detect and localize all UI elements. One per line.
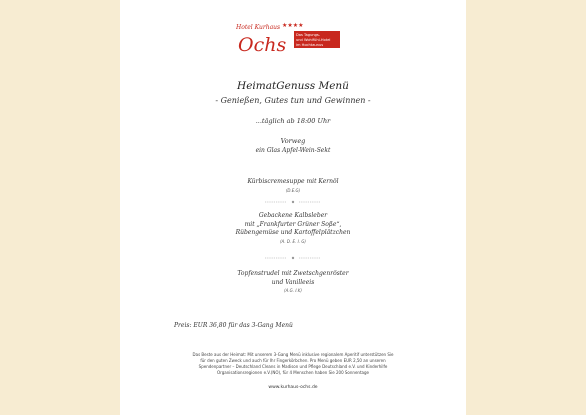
pre-heading: Vorweg bbox=[280, 137, 306, 145]
pre-item: ein Glas Apfel-Wein-Sekt bbox=[255, 147, 331, 154]
course-2 bbox=[120, 212, 466, 246]
footer-text bbox=[120, 352, 466, 376]
logo-graphic bbox=[236, 20, 352, 56]
course-1 bbox=[120, 178, 466, 195]
footer-line-3: Spendenpartner – Deutschland Cleans in Madison und Pflege Deutschland e.V. und Kinderhilfe bbox=[198, 364, 388, 369]
course-3 bbox=[120, 270, 466, 296]
menu-time: ...täglich ab 18:00 Uhr bbox=[255, 117, 331, 125]
logo-stars: ★★★★ bbox=[282, 22, 304, 29]
logo-name: Ochs bbox=[238, 34, 287, 56]
menu-price: Preis: EUR 36,80 für das 3-Gang Menü bbox=[174, 322, 293, 329]
footer-line-1: Das Beste aus der Heimat: Mit unserem 3-Gang Menü inklusive regionalem Aperitif unterstützen Sie bbox=[192, 352, 394, 357]
logo-tagline-2: und Wohlfühl-Hotel bbox=[296, 38, 331, 42]
separator-ornament bbox=[265, 200, 321, 204]
logo-tagline-1: Das Tagungs- bbox=[296, 33, 321, 37]
footer-url: www.kurhaus-ochs.de bbox=[268, 385, 318, 390]
hotel-logo bbox=[236, 20, 352, 56]
logo-tagline-3: im Hochtaunus bbox=[296, 43, 324, 47]
menu-subtitle: - Genießen, Gutes tun und Gewinnen - bbox=[215, 96, 371, 105]
footer-line-4: Organisationsregionen e.V.(NO), für 4 Menschen haben Sie 200 Sonnentage bbox=[217, 370, 369, 375]
menu-page bbox=[120, 0, 466, 415]
menu-title: HeimatGenuss Menü bbox=[237, 80, 349, 92]
course-1-allergens: (D.E.G) bbox=[285, 187, 301, 193]
logo-script-text: Hotel Kurhaus bbox=[236, 24, 281, 31]
course-1-line-1: Kürbiscremesuppe mit Kernöl bbox=[247, 178, 339, 185]
footer-line-2: für den guten Zweck und auch für Ihr Fingerkörbchen. Pro Menü geben EUR 2,50 an unseren bbox=[200, 358, 386, 363]
course-3-allergens: (A.G. I.K) bbox=[284, 288, 302, 293]
course-2-line-2: mit „Frankfurter Grüner Soße“, bbox=[244, 220, 342, 228]
course-3-line-2: und Vanilleeis bbox=[271, 278, 315, 286]
course-2-line-3: Rübengemüse und Kartoffelplätzchen bbox=[235, 229, 351, 236]
course-2-line-1: Gebackene Kalbsleber bbox=[258, 212, 328, 219]
course-2-allergens: (A. D. E. I. G) bbox=[280, 238, 306, 244]
separator-ornament bbox=[265, 256, 321, 260]
course-3-line-1: Topfenstrudel mit Zwetschgenröster bbox=[237, 270, 349, 277]
